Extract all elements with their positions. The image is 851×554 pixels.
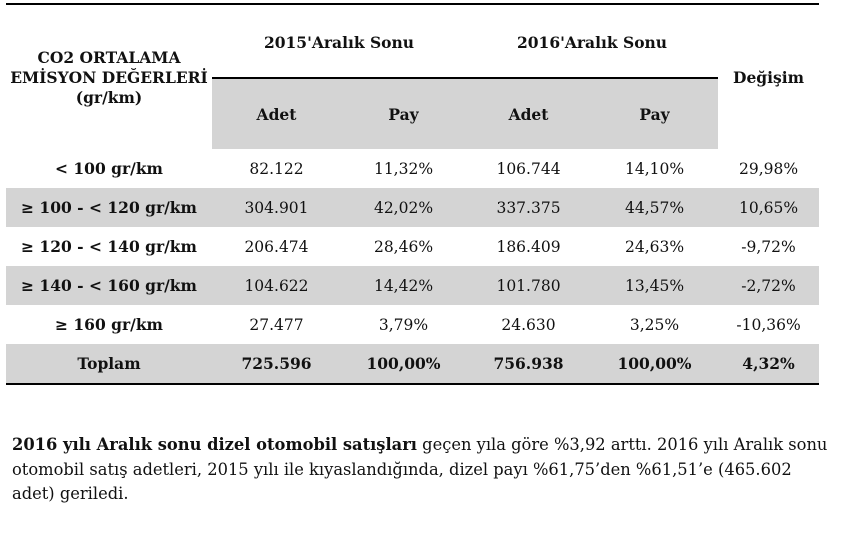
total-pay-2016: 100,00%	[591, 344, 718, 384]
year-2015-header	[212, 6, 466, 78]
co2-emission-table	[6, 6, 819, 385]
cell-pay-2016: 13,45%	[591, 266, 718, 305]
total-pay-2015: 100,00%	[341, 344, 466, 384]
row-category: ≥ 120 - < 140 gr/km	[21, 237, 197, 256]
cell-adet-2015: 104.622	[212, 266, 341, 305]
cell-adet-2015: 206.474	[244, 237, 309, 256]
cell-pay-2015: 28,46%	[373, 237, 434, 256]
cell-adet-2015: 304.901	[212, 188, 341, 227]
table-row	[6, 227, 819, 266]
table-row	[6, 305, 819, 344]
cell-pay-2016: 14,10%	[624, 159, 685, 178]
paragraph-bold-lead: 2016 yılı Aralık sonu dizel otomobil satışları	[12, 435, 417, 454]
cell-pay-2016: 44,57%	[591, 188, 718, 227]
total-row	[6, 344, 819, 384]
change-header: Değişim	[733, 68, 805, 87]
cell-adet-2015: 82.122	[249, 159, 304, 178]
row-category: ≥ 100 - < 120 gr/km	[6, 188, 212, 227]
cell-pay-2015: 11,32%	[373, 159, 434, 178]
cell-change: 10,65%	[718, 188, 819, 227]
cell-pay-2015: 14,42%	[341, 266, 466, 305]
total-adet-2015: 725.596	[212, 344, 341, 384]
cell-adet-2016: 186.409	[496, 237, 561, 256]
cell-pay-2016: 3,25%	[629, 315, 680, 334]
cell-adet-2016: 24.630	[501, 315, 556, 334]
total-label: Toplam	[6, 344, 212, 384]
cell-adet-2015: 27.477	[249, 315, 304, 334]
cell-pay-2015: 42,02%	[341, 188, 466, 227]
subheader-adet-2016: Adet	[466, 78, 591, 149]
row-category: ≥ 160 gr/km	[55, 315, 163, 334]
row-category: < 100 gr/km	[55, 159, 163, 178]
cell-change: -2,72%	[718, 266, 819, 305]
cell-change: -9,72%	[741, 237, 796, 256]
table-top-rule	[6, 3, 819, 5]
table-row	[6, 188, 819, 227]
cell-adet-2016: 337.375	[466, 188, 591, 227]
year-2016-header	[466, 6, 718, 78]
year-2015-label: 2015'Aralık Sonu	[263, 33, 415, 52]
subheader-pay-2015: Pay	[341, 78, 466, 149]
row-category: ≥ 140 - < 160 gr/km	[6, 266, 212, 305]
category-header: CO2 ORTALAMA EMİSYON DEĞERLERİ (gr/km)	[10, 47, 208, 107]
table-row	[6, 149, 819, 188]
cell-pay-2016: 24,63%	[624, 237, 685, 256]
table-row	[6, 266, 819, 305]
summary-paragraph	[12, 433, 832, 507]
total-adet-2016: 756.938	[466, 344, 591, 384]
total-change: 4,32%	[718, 344, 819, 384]
cell-adet-2016: 101.780	[466, 266, 591, 305]
cell-pay-2015: 3,79%	[378, 315, 429, 334]
cell-adet-2016: 106.744	[496, 159, 561, 178]
cell-change: -10,36%	[736, 315, 801, 334]
cell-change: 29,98%	[738, 159, 799, 178]
subheader-pay-2016: Pay	[591, 78, 718, 149]
subheader-adet-2015: Adet	[212, 78, 341, 149]
paragraph-text: geçen yıla göre %3,92 arttı. 2016 yılı Aralık sonu otomobil satış adetleri, 2015 yılı ile kıyaslandığında, dizel payı %61,75’den %61,51’e (465.602 adet) geriledi.	[12, 435, 828, 503]
year-2016-label: 2016'Aralık Sonu	[516, 33, 668, 52]
